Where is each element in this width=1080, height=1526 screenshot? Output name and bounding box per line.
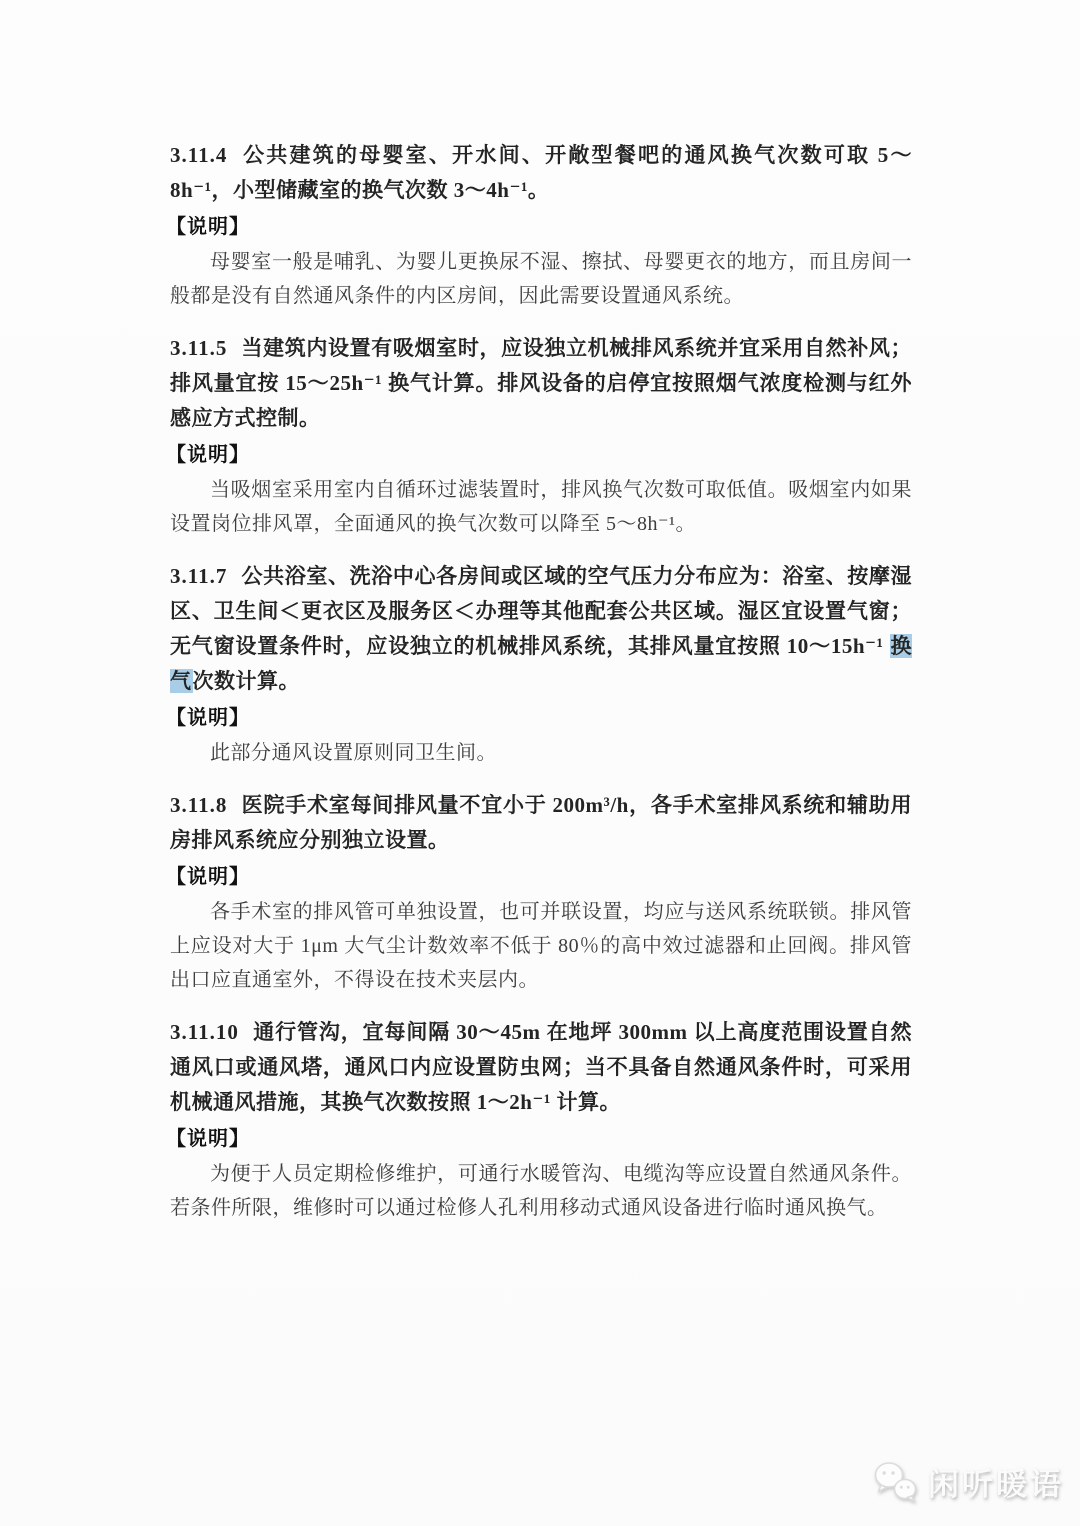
clause-paragraph <box>170 331 912 436</box>
clause-paragraph <box>170 559 912 699</box>
explanation-label: 【说明】 <box>166 444 250 466</box>
clause-text: 医院手术室每间排风量不宜小于 200m³/h，各手术室排风系统和辅助用房排风系统应分别独立设置。 <box>170 793 912 852</box>
explanation-label: 【说明】 <box>166 707 250 729</box>
section-3-11-7 <box>166 559 912 770</box>
section-3-11-8 <box>166 788 912 997</box>
clause-text: 公共浴室、洗浴中心各房间或区域的空气压力分布应为：浴室、按摩湿区、卫生间＜更衣区及服务区＜办理等其他配套公共区域。湿区宜设置气窗；无气窗设置条件时，应设独立的机械排风系统，其排风量宜按照 10～15h⁻¹ <box>170 564 912 658</box>
section-3-11-4 <box>166 138 912 313</box>
clause-text: 当建筑内设置有吸烟室时，应设独立机械排风系统并宜采用自然补风；排风量宜按 15～25h⁻¹ 换气计算。排风设备的启停宜按照烟气浓度检测与红外感应方式控制。 <box>170 336 912 430</box>
section-3-11-10 <box>166 1015 912 1225</box>
clause-text: 通行管沟，宜每间隔 30～45m 在地坪 300mm 以上高度范围设置自然通风口或通风塔，通风口内应设置防虫网；当不具备自然通风条件时，可采用机械通风措施，其换气次数按照 1～2h⁻¹ 计算。 <box>170 1020 912 1114</box>
clause-paragraph <box>170 1015 912 1120</box>
watermark-text: 闲听暖语 <box>928 1467 1064 1502</box>
clause-paragraph <box>170 138 912 208</box>
explanation-paragraph: 各手术室的排风管可单独设置，也可并联设置，均应与送风系统联锁。排风管上应设对大于 1μm 大气尘计数效率不低于 80％的高中效过滤器和止回阀。排风管出口应直通室外，不得设在技术夹层内。 <box>170 901 912 991</box>
clause-number: 3.11.5 <box>170 336 228 360</box>
explanation-label: 【说明】 <box>166 216 250 238</box>
explanation-label: 【说明】 <box>166 866 250 888</box>
highlighted-term: 换气 <box>170 634 912 693</box>
explanation-paragraph: 母婴室一般是哺乳、为婴儿更换尿不湿、擦拭、母婴更衣的地方，而且房间一般都是没有自然通风条件的内区房间，因此需要设置通风系统。 <box>170 251 912 307</box>
clause-paragraph <box>170 788 912 858</box>
clause-text: 次数计算。 <box>192 669 300 693</box>
clause-number: 3.11.8 <box>170 793 228 817</box>
explanation-paragraph: 此部分通风设置原则同卫生间。 <box>210 742 497 764</box>
explanation-label: 【说明】 <box>166 1128 250 1150</box>
wechat-icon <box>872 1460 920 1504</box>
explanation-paragraph: 当吸烟室采用室内自循环过滤装置时，排风换气次数可取低值。吸烟室内如果设置岗位排风罩，全面通风的换气次数可以降至 5～8h⁻¹。 <box>170 479 912 535</box>
clause-number: 3.11.4 <box>170 143 228 167</box>
watermark <box>872 1459 1064 1504</box>
document-content <box>166 138 912 1225</box>
explanation-paragraph: 为便于人员定期检修维护，可通行水暖管沟、电缆沟等应设置自然通风条件。若条件所限，维修时可以通过检修人孔利用移动式通风设备进行临时通风换气。 <box>170 1163 912 1219</box>
clause-text: 公共建筑的母婴室、开水间、开敞型餐吧的通风换气次数可取 5～8h⁻¹，小型储藏室的换气次数 3～4h⁻¹。 <box>170 143 912 202</box>
clause-number: 3.11.10 <box>170 1020 239 1044</box>
section-3-11-5 <box>166 331 912 541</box>
clause-number: 3.11.7 <box>170 564 228 588</box>
